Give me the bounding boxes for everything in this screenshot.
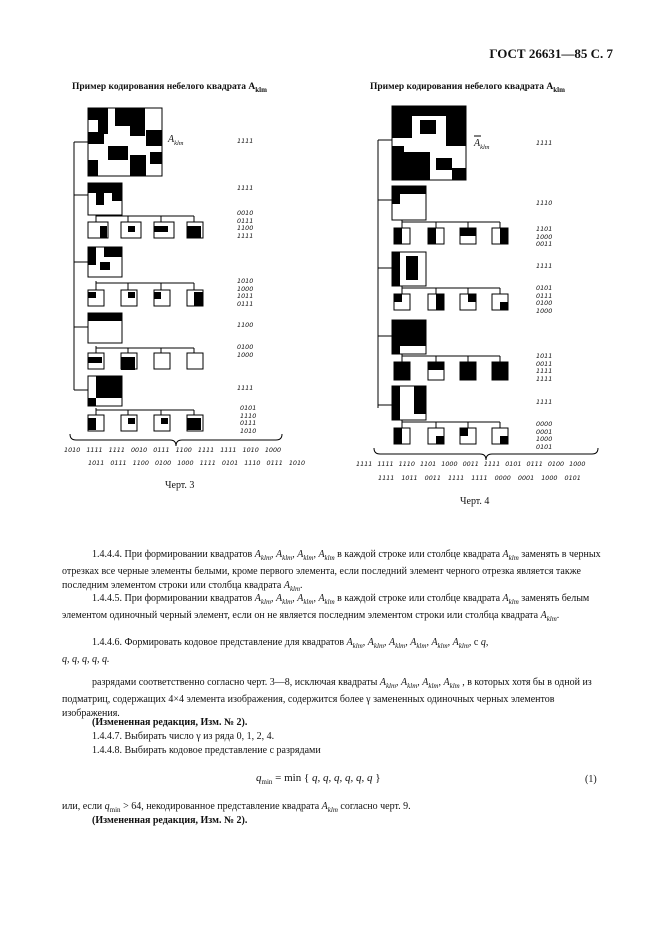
page-header: ГОСТ 26631—85 С. 7 <box>489 46 613 61</box>
left-code-2: 0010 <box>237 209 254 217</box>
right-code-7: 0111 <box>536 291 553 300</box>
right-code-12: 1111 <box>536 367 553 376</box>
right-code-14: 1111 <box>536 398 553 406</box>
left-code-8: 1011 <box>237 292 254 301</box>
right-code-13: 1111 <box>536 374 553 383</box>
right-code-group-4 <box>536 421 552 451</box>
left-matrix-label: $A_{klm}$ <box>168 134 184 147</box>
right-code-group-1 <box>536 226 552 249</box>
left-code-16: 0111 <box>240 419 257 428</box>
paragraph-final: или, если $q_{min} > 64$, некодированное представление квадрата $A_{klm}$ согласно черт. 9. <box>62 801 411 814</box>
formula-number: (1) <box>585 774 597 785</box>
left-bottom-row-1: 1010 1111 1111 0010 0111 1100 1111 1111 1010 1000 <box>64 446 282 454</box>
right-code-0: 1111 <box>536 139 553 147</box>
right-code-18: 0101 <box>536 442 553 451</box>
right-code-9: 1000 <box>536 306 553 315</box>
right-code-15: 0000 <box>536 420 553 428</box>
left-code-11: 0100 <box>237 343 254 351</box>
right-figure-label: Черт. 4 <box>460 496 490 507</box>
left-figure-label: Черт. 3 <box>165 480 195 491</box>
right-code-11: 0011 <box>536 359 553 368</box>
right-caption-text: Пример кодирования небелого квадрата A <box>370 82 554 92</box>
left-code-4: 1100 <box>237 224 254 233</box>
paragraph-1-4-4-8: 1.4.4.8. Выбирать кодовое представление с разрядами <box>92 745 321 756</box>
left-caption-sub: klm <box>255 85 267 94</box>
right-code-10: 1011 <box>536 352 553 360</box>
paragraph-1-4-4-4: 1.4.4.4. При формировании квадратов $A_{klm}$, $A_{klm}$, $A_{klm}$, $A_{klm}$ в каждой строке или столбце квадрата $A_{klm}$ заменять в черных отрезках все черные элементы белыми, кроме первого элемента, если последний элемент черного отрезка является также последним элементом строки или столбца квадрата $A_{klm}$. <box>62 549 601 593</box>
left-code-15: 1110 <box>240 411 257 420</box>
paragraph-1-4-4-6-cont: разрядами соответственно согласно черт. 3—8, исключая квадраты $A_{klm}$, $A_{klm}$, $A_{klm}$, $A_{klm}$ , в которых хотя бы в одной из подматриц, содержащих 4×4 элемента изображения, содержится более γ замененных одиночных черных элементов изображения. <box>62 677 592 719</box>
right-code-1: 1110 <box>536 199 553 207</box>
right-code-6: 0101 <box>536 284 553 292</box>
right-caption-sub: klm <box>553 85 565 94</box>
left-code-14: 0101 <box>240 404 257 412</box>
edit-note-2: (Измененная редакция, Изм. № 2). <box>92 815 248 826</box>
right-code-group-2 <box>536 285 552 315</box>
left-code-17: 1010 <box>240 426 257 435</box>
right-code-3: 1000 <box>536 232 553 241</box>
left-code-10: 1100 <box>237 321 254 329</box>
left-code-5: 1111 <box>237 231 254 240</box>
left-code-0: 1111 <box>237 137 254 145</box>
right-code-group-3 <box>536 353 552 383</box>
right-code-4: 0011 <box>536 240 553 249</box>
paragraph-1-4-4-5: 1.4.4.5. При формировании квадратов $A_{klm}$, $A_{klm}$, $A_{klm}$, $A_{klm}$ в каждой строке или столбце квадрата $A_{klm}$ заменять белым элементом одиночный черный элемент, если он не является последним элементом строки или столбца квадрата $A_{klm}$. <box>62 593 590 623</box>
left-caption-text: Пример кодирования небелого квадрата A <box>72 82 256 92</box>
left-code-7: 1000 <box>237 284 254 293</box>
left-code-12: 1000 <box>237 350 254 359</box>
left-code-3: 0111 <box>237 216 254 225</box>
right-bottom-row-1: 1111 1111 1110 1101 1000 0011 1111 0101 0111 0100 1000 <box>356 460 586 468</box>
right-matrix-label: $A_{klm}$ <box>474 138 490 151</box>
right-code-2: 1101 <box>536 225 553 233</box>
edit-note-1: (Измененная редакция, Изм. № 2). <box>92 717 248 728</box>
left-code-13: 1111 <box>237 384 254 392</box>
paragraph-1-4-4-6: 1.4.4.6. Формировать кодовое представление для квадратов $A_{klm}$, $A_{klm}$, $A_{klm}$, $A_{klm}$, $A_{klm}$, $A_{klm}$, с q, q, q, q, q, q. <box>62 637 489 665</box>
left-code-6: 1010 <box>237 277 254 285</box>
right-code-5: 1111 <box>536 262 553 270</box>
left-code-9: 0111 <box>237 299 254 308</box>
right-bottom-row-2: 1111 1011 0011 1111 1111 0000 0001 1000 0101 <box>378 474 581 482</box>
right-code-8: 0100 <box>536 299 553 308</box>
left-code-1: 1111 <box>237 184 254 192</box>
paragraph-1-4-4-7: 1.4.4.7. Выбирать число γ из ряда 0, 1, 2, 4. <box>92 731 275 742</box>
left-bottom-row-2: 1011 0111 1100 0100 1000 1111 0101 1110 0111 1010 <box>88 459 306 467</box>
right-code-17: 1000 <box>536 435 553 444</box>
formula-1: $q_{min} = \min$ { q, q, q, q, q, q } <box>256 772 381 787</box>
right-code-16: 0001 <box>536 427 553 436</box>
